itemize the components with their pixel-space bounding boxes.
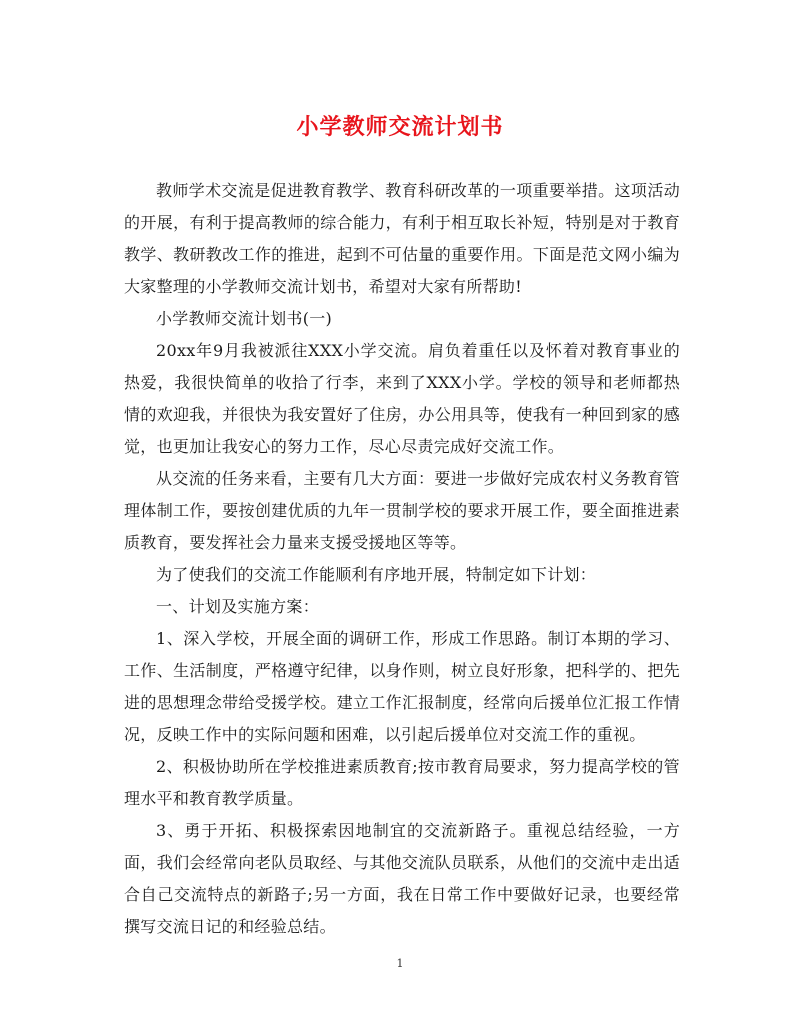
intro-paragraph: 教师学术交流是促进教育教学、教育科研改革的一项重要举措。这项活动的开展，有利于提高教师的综合能力，有利于相互取长补短，特别是对于教育教学、教研教改工作的推进，起到不可估量的重要作用。下面是范文网小编为大家整理的小学教师交流计划书，希望对大家有所帮助!	[124, 181, 680, 296]
document-title: 小学教师交流计划书	[296, 114, 504, 140]
page-number: 1	[396, 957, 404, 970]
plan-heading: 一、计划及实施方案：	[156, 597, 320, 616]
body-paragraph: 20xx年9月我被派往XXX小学交流。肩负着重任以及怀着对教育事业的热爱，我很快简单的收拾了行李，来到了XXX小学。学校的领导和老师都热情的欢迎我，并很快为我安置好了住房，办公用具等，使我有一种回到家的感觉，也更加让我安心的努力工作，尽心尽责完成好交流工作。	[124, 341, 680, 456]
body-paragraph: 从交流的任务来看，主要有几大方面：要进一步做好完成农村义务教育管理体制工作，要按创建优质的九年一贯制学校的要求开展工作，要全面推进素质教育，要发挥社会力量来支援受援地区等等。	[124, 469, 680, 552]
plan-item: 2、积极协助所在学校推进素质教育;按市教育局要求，努力提高学校的管理水平和教育教学质量。	[124, 757, 680, 808]
body-paragraph: 为了使我们的交流工作能顺利有序地开展，特制定如下计划：	[156, 565, 597, 584]
plan-item: 1、深入学校，开展全面的调研工作，形成工作思路。制订本期的学习、工作、生活制度，严格遵守纪律，以身作则，树立良好形象，把科学的、把先进的思想理念带给受援学校。建立工作汇报制度，经常向后援单位汇报工作情况，反映工作中的实际问题和困难，以引起后援单位对交流工作的重视。	[124, 629, 680, 744]
document-body	[124, 175, 680, 943]
plan-item: 3、勇于开拓、积极探索因地制宜的交流新路子。重视总结经验，一方面，我们会经常向老队员取经、与其他交流队员联系，从他们的交流中走出适合自己交流特点的新路子;另一方面，我在日常工作中要做好记录，也要经常撰写交流日记的和经验总结。	[124, 821, 680, 936]
section-heading: 小学教师交流计划书(一)	[156, 309, 333, 328]
